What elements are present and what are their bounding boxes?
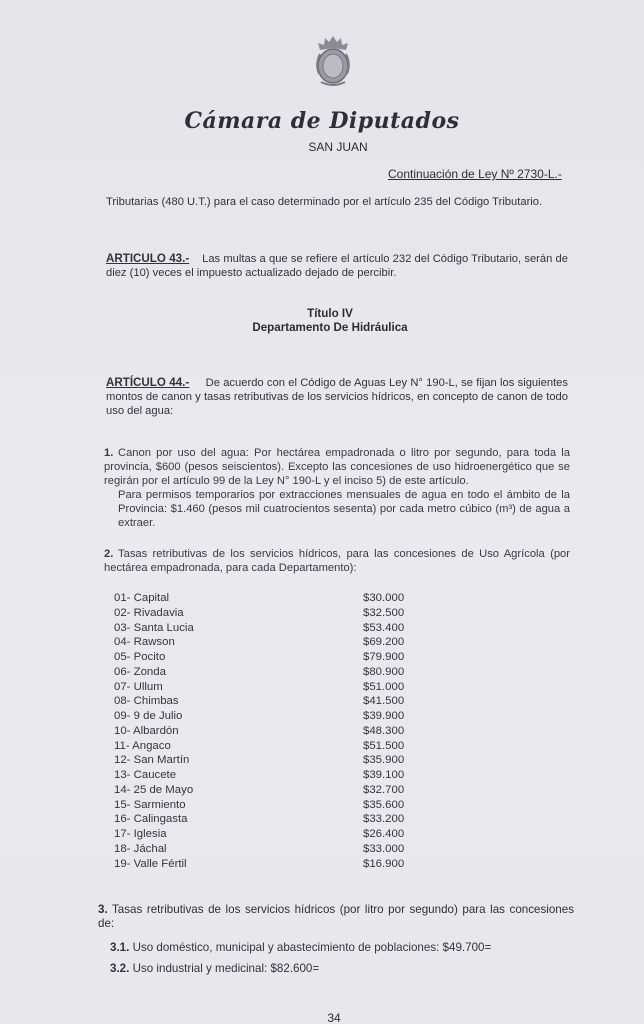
item-number: 2. <box>104 548 114 560</box>
subitem-text: Uso industrial y medicinal: $82.600= <box>132 962 320 975</box>
item-text: Tasas retributivas de los servicios hídricos, para las concesiones de Uso Agrícola (por hectárea empadronada, para cada Departamento): <box>104 548 570 574</box>
fee-amount: $39.100 <box>363 769 405 781</box>
department-fee-table <box>114 592 414 872</box>
fee-amount: $32.500 <box>363 606 405 619</box>
fee-amount: $33.200 <box>363 813 405 826</box>
section-title: Título IV <box>307 307 353 320</box>
department-name: 08- Chimbas <box>114 695 179 708</box>
city-label: SAN JUAN <box>308 140 368 154</box>
list-item <box>104 547 570 575</box>
department-name: 06- Zonda <box>114 665 166 678</box>
department-name: 14- 25 de Mayo <box>114 783 194 796</box>
fee-amount: $41.500 <box>363 695 405 708</box>
fee-amount: $30.000 <box>363 592 405 604</box>
table-row <box>114 710 414 725</box>
subitem <box>110 962 319 975</box>
list-item <box>104 446 570 530</box>
subitem-number: 3.1. <box>110 941 130 954</box>
fee-amount: $48.300 <box>363 724 405 737</box>
department-name: 03- Santa Lucia <box>114 621 194 634</box>
item-number: 1. <box>104 447 114 459</box>
item-text: Canon por uso del agua: Por hectárea empadronada o litro por segundo, para toda la provincia, $600 (pesos seiscientos). Excepto las concesiones de uso hidroenergético que se regirán por el artículo 99 de la Ley N° 190-L y el inciso 5) de este artículo. <box>104 447 570 487</box>
table-row <box>114 784 414 799</box>
fee-amount: $39.900 <box>363 710 405 722</box>
fee-amount: $35.900 <box>363 754 405 767</box>
fee-amount: $16.900 <box>363 857 405 870</box>
department-name: 15- Sarmiento <box>114 798 186 811</box>
department-name: 19- Valle Fértil <box>114 857 187 870</box>
department-name: 11- Angaco <box>114 739 171 752</box>
subitem-number: 3.2. <box>110 962 130 975</box>
page-number: 34 <box>327 1011 341 1024</box>
fee-amount: $79.900 <box>363 651 405 663</box>
fee-amount: $33.000 <box>363 842 405 855</box>
fee-amount: $32.700 <box>363 783 405 796</box>
table-row <box>114 799 414 814</box>
intro-paragraph: Tributarias (480 U.T.) para el caso determinado por el artículo 235 del Código Tributario. <box>106 196 543 208</box>
item-text-continued: Para permisos temporarios por extracciones mensuales de agua en todo el ámbito de la Provincia: $1.460 (pesos mil cuatrocientos sesenta) por cada metro cúbico (m³) de agua a extraer. <box>118 489 570 529</box>
fee-amount: $51.000 <box>363 680 405 693</box>
department-name: 01- Capital <box>114 592 170 604</box>
item-text: Tasas retributivas de los servicios hídricos (por litro por segundo) para las concesiones de: <box>98 903 574 930</box>
department-name: 18- Jáchal <box>114 842 167 855</box>
table-row <box>114 622 414 637</box>
department-name: 17- Iglesia <box>114 828 167 840</box>
department-name: 10- Albardón <box>114 724 179 737</box>
continuation-label: Continuación de Ley Nº 2730-L.- <box>388 167 562 181</box>
fee-amount: $80.900 <box>363 665 405 678</box>
article-43-paragraph <box>106 252 568 280</box>
article-43-label: ARTICULO 43.- <box>106 252 190 265</box>
department-name: 07- Ullum <box>114 680 163 693</box>
table-row <box>114 592 414 607</box>
table-row <box>114 740 414 755</box>
fee-amount: $51.500 <box>363 739 405 752</box>
table-row <box>114 636 414 651</box>
section-subtitle: Departamento De Hidráulica <box>252 321 408 334</box>
table-row <box>114 769 414 784</box>
item-number: 3. <box>98 903 108 916</box>
department-name: 09- 9 de Julio <box>114 710 183 722</box>
department-name: 05- Pocito <box>114 651 166 663</box>
subitem <box>110 941 491 954</box>
table-row <box>114 843 414 858</box>
chamber-title: Cámara de Diputados <box>184 108 460 134</box>
table-row <box>114 666 414 681</box>
fee-amount: $26.400 <box>363 828 405 840</box>
table-row <box>114 725 414 740</box>
department-name: 16- Calingasta <box>114 813 188 826</box>
department-name: 02- Rivadavia <box>114 606 184 619</box>
fee-amount: $69.200 <box>363 636 405 649</box>
table-row <box>114 681 414 696</box>
table-row <box>114 754 414 769</box>
table-row <box>114 858 414 873</box>
article-44-paragraph <box>106 376 568 418</box>
department-name: 04- Rawson <box>114 636 175 649</box>
fee-amount: $53.400 <box>363 621 405 634</box>
subitem-text: Uso doméstico, municipal y abastecimiento de poblaciones: $49.700= <box>132 941 492 954</box>
department-name: 12- San Martín <box>114 754 190 767</box>
table-row <box>114 813 414 828</box>
department-name: 13- Caucete <box>114 769 177 781</box>
table-row <box>114 651 414 666</box>
coat-of-arms-icon <box>311 34 355 90</box>
article-44-text: De acuerdo con el Código de Aguas Ley N° 190-L, se fijan los siguientes montos de canon y tasas retributivas de los servicios hídricos, en concepto de canon de todo uso del agua: <box>106 377 569 417</box>
list-item <box>98 903 574 931</box>
table-row <box>114 607 414 622</box>
table-row <box>114 828 414 843</box>
article-44-label: ARTÍCULO 44.- <box>106 376 190 389</box>
fee-amount: $35.600 <box>363 798 405 811</box>
article-43-text: Las multas a que se refiere el artículo 232 del Código Tributario, serán de diez (10) veces el impuesto actualizado dejado de percibir. <box>106 253 568 279</box>
table-row <box>114 695 414 710</box>
